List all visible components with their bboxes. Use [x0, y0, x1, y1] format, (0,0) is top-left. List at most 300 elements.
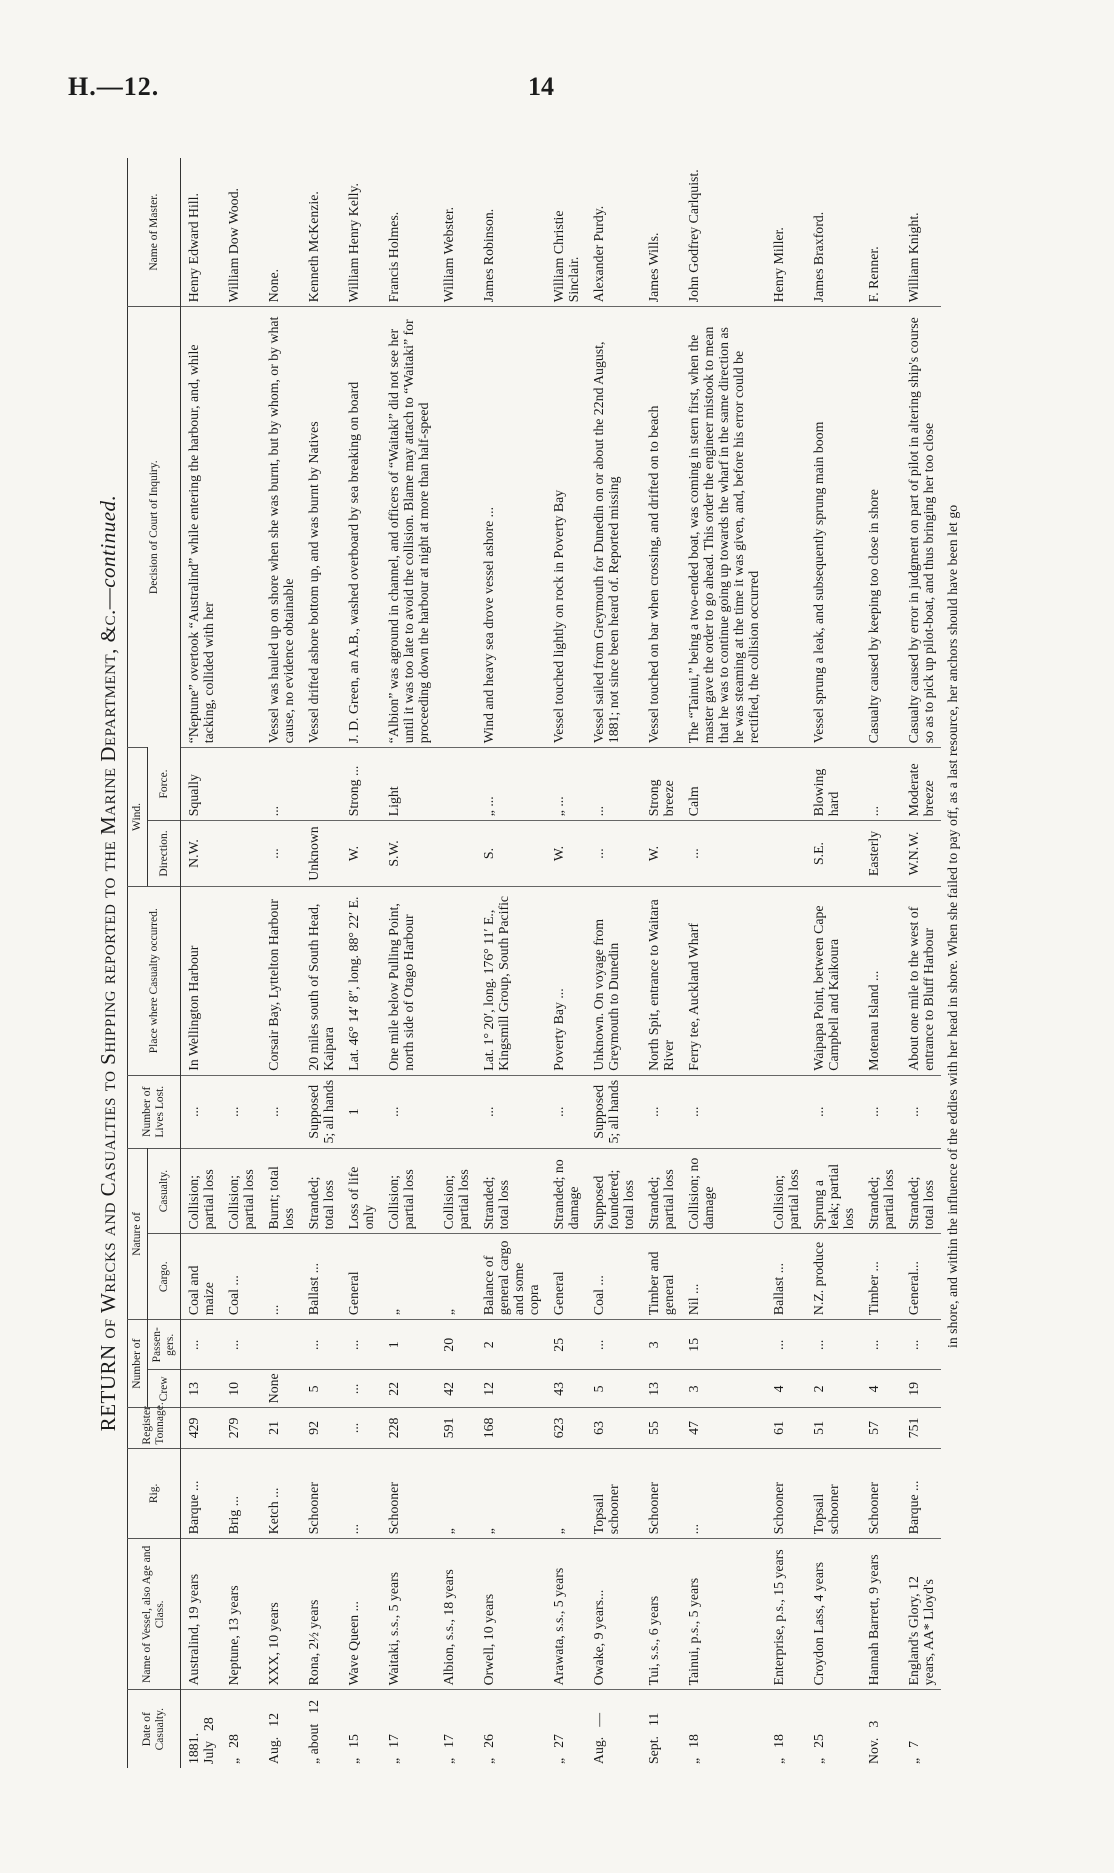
cell-force: [221, 748, 261, 821]
cell-place: Poverty Bay ...: [546, 886, 586, 1075]
cell-decision: Vessel was hauled up on shore when she was burnt, but by whom, or by what cause, no evidence obtainable: [261, 307, 301, 748]
cell-direction: W.: [341, 821, 381, 887]
cell-cargo: „: [381, 1234, 436, 1320]
cell-rig: ...: [341, 1448, 381, 1539]
cell-direction: Unknown: [301, 821, 341, 887]
cell-decision: Vessel touched lightly on rock in Poverty Bay: [546, 307, 586, 748]
cell-lives: ...: [681, 1075, 766, 1148]
cell-lives: ...: [861, 1075, 901, 1148]
cell-place: 20 miles south of South Head, Kaipara: [301, 886, 341, 1075]
cell-month: Nov.: [866, 1737, 881, 1764]
cell-vessel: Croydon Lass, 4 years: [806, 1539, 861, 1690]
cell-crew: 3: [681, 1370, 766, 1408]
cell-tonnage: 429: [181, 1408, 222, 1448]
cell-rig: Schooner: [641, 1448, 681, 1539]
cell-master: James Braxford.: [811, 211, 826, 303]
cell-date: [546, 1690, 586, 1768]
cell-master: F. Renner.: [866, 246, 881, 303]
cell-day: 28: [226, 1734, 241, 1748]
cell-passengers: ...: [861, 1320, 901, 1370]
cell-passengers: ...: [301, 1320, 341, 1370]
cell-casualty: Collision; partial loss: [436, 1148, 476, 1234]
cell-force: Calm: [681, 748, 766, 821]
cell-tonnage: 51: [806, 1408, 861, 1448]
cell-crew: 10: [221, 1370, 261, 1408]
cell-decision: Wind and heavy sea drove vessel ashore ...: [476, 307, 546, 748]
col-casualty: Casualty.: [148, 1148, 181, 1234]
cell-rig: Barque ...: [181, 1448, 222, 1539]
cell-crew: ...: [341, 1370, 381, 1408]
cell-force: [436, 748, 476, 821]
cell-direction: ...: [261, 821, 301, 887]
cell-master: None.: [266, 268, 281, 303]
cell-cargo: Balance of general cargo and some copra: [476, 1234, 546, 1320]
col-crew: Crew: [148, 1370, 181, 1408]
cell-cargo: Nil ...: [681, 1234, 766, 1320]
cell-cargo: Coal ...: [221, 1234, 261, 1320]
cell-day: 12: [266, 1712, 281, 1727]
year-label: 1881.: [186, 1732, 201, 1764]
page-number: 14: [528, 72, 554, 101]
table-row: [436, 158, 476, 1768]
table-body: [181, 158, 942, 1768]
cell-lives: ...: [181, 1075, 222, 1148]
cell-lives: ...: [261, 1075, 301, 1148]
cell-casualty: Stranded; total loss: [301, 1148, 341, 1234]
cell-month: „: [771, 1757, 786, 1764]
cell-lives: ...: [381, 1075, 436, 1148]
cell-casualty: Sprung a leak; partial loss: [806, 1148, 861, 1234]
col-direction: Direction.: [148, 821, 181, 887]
cell-place: Ferry tee, Auckland Wharf: [681, 886, 766, 1075]
cell-direction: W.N.W.: [901, 821, 941, 887]
table-row: [476, 158, 546, 1768]
table-row: [861, 158, 901, 1768]
cell-direction: [766, 821, 806, 887]
cell-force: [301, 748, 341, 821]
cell-place: [221, 886, 261, 1075]
cell-casualty: Collision; no damage: [681, 1148, 766, 1234]
cell-tonnage: 168: [476, 1408, 546, 1448]
cell-passengers: ...: [586, 1320, 641, 1370]
cell-crew: 4: [766, 1370, 806, 1408]
cell-force: Squally: [181, 748, 222, 821]
cell-direction: Easterly: [861, 821, 901, 887]
cell-tonnage: 591: [436, 1408, 476, 1448]
cell-date: [261, 1690, 301, 1768]
cell-decision: The “Tainui,” being a two-ended boat, was coming in stern first, when the master gave the order to go ahead. This order the engineer mistook to mean that he was to continue going up towards the wharf in the same direction as he was steaming at the time it was given, and, before his error could be rectified, the collision occurred: [681, 307, 766, 748]
cell-passengers: 1: [381, 1320, 436, 1370]
cell-lives: [436, 1075, 476, 1148]
cell-rig: „: [436, 1448, 476, 1539]
cell-master: William Christie Sinclair.: [551, 210, 581, 303]
cell-crew: 13: [181, 1370, 222, 1408]
col-lives-lost: Number of Lives Lost.: [128, 1075, 181, 1148]
cell-direction: ...: [586, 821, 641, 887]
cell-cargo: „: [436, 1234, 476, 1320]
cell-month: „: [226, 1757, 241, 1764]
cell-decision: Vessel touched on bar when crossing, and drifted on to beach: [641, 307, 681, 748]
cell-master: William Webster.: [441, 206, 456, 303]
table-row: [901, 158, 941, 1768]
cell-rig: Barque ...: [901, 1448, 941, 1539]
cell-direction: [221, 821, 261, 887]
cell-tonnage: 21: [261, 1408, 301, 1448]
cell-vessel: Tui, s.s., 6 years: [641, 1539, 681, 1690]
cell-master: Kenneth McKenzie.: [306, 191, 321, 303]
cell-vessel: Albion, s.s., 18 years: [436, 1539, 476, 1690]
cell-force: ...: [586, 748, 641, 821]
cell-direction: N.W.: [181, 821, 222, 887]
cell-rig: Schooner: [861, 1448, 901, 1539]
cell-casualty: Burnt; total loss: [261, 1148, 301, 1234]
cell-crew: 42: [436, 1370, 476, 1408]
cell-casualty: Stranded; total loss: [476, 1148, 546, 1234]
cell-cargo: Timber ...: [861, 1234, 901, 1320]
cell-month: „: [346, 1757, 361, 1764]
cell-lives: ...: [221, 1075, 261, 1148]
col-decision: Decision of Court of Inquiry.: [128, 307, 181, 748]
cell-rig: Brig ...: [221, 1448, 261, 1539]
col-wind: Wind.: [128, 748, 148, 887]
cell-place: [766, 886, 806, 1075]
col-tonnage: Register Tonnage.: [128, 1408, 181, 1448]
cell-passengers: 3: [641, 1320, 681, 1370]
cell-crew: 43: [546, 1370, 586, 1408]
cell-month: Aug.: [266, 1736, 281, 1764]
page-section-code: H.—12.: [68, 72, 160, 101]
cell-lives: 1: [341, 1075, 381, 1148]
table-row: [221, 158, 261, 1768]
cell-passengers: ...: [341, 1320, 381, 1370]
cell-tonnage: 92: [301, 1408, 341, 1448]
cell-casualty: Collision; partial loss: [381, 1148, 436, 1234]
cell-vessel: Rona, 2½ years: [301, 1539, 341, 1690]
table-row: [381, 158, 436, 1768]
cell-place: Unknown. On voyage from Greymouth to Dunedin: [586, 886, 641, 1075]
cell-decision: “Albion” was aground in channel, and officers of “Waitaki” did not see her until it was too late to avoid the collision. Blame may attach to “Waitaki” for proceeding down the harbour at night at more than half-speed: [381, 307, 436, 748]
cell-force: Light: [381, 748, 436, 821]
cell-month: Aug.: [591, 1736, 606, 1764]
cell-casualty: Stranded; partial loss: [861, 1148, 901, 1234]
cell-decision: Casualty caused by error in judgment on part of pilot in altering ship's course so as to pick up pilot-boat, and thus bringing her too close: [901, 307, 941, 748]
cell-casualty: Loss of life only: [341, 1148, 381, 1234]
col-number-of: Number of: [128, 1320, 148, 1408]
cell-date: [436, 1690, 476, 1768]
col-vessel: Name of Vessel, also Age and Class.: [128, 1539, 181, 1690]
cell-vessel: Australind, 19 years: [181, 1539, 222, 1690]
cell-day: 25: [811, 1734, 826, 1748]
cell-casualty: Stranded; no damage: [546, 1148, 586, 1234]
cell-tonnage: 63: [586, 1408, 641, 1448]
cell-vessel: Tainui, p.s., 5 years: [681, 1539, 766, 1690]
table-row: [681, 158, 766, 1768]
cell-date: [806, 1690, 861, 1768]
cell-day: 17: [441, 1734, 456, 1748]
cell-passengers: ...: [901, 1320, 941, 1370]
table-row: [641, 158, 681, 1768]
cell-rig: Topsail schooner: [806, 1448, 861, 1539]
cell-force: ...: [861, 748, 901, 821]
cell-passengers: 25: [546, 1320, 586, 1370]
cell-casualty: Supposed foundered; total loss: [586, 1148, 641, 1234]
cell-crew: 5: [301, 1370, 341, 1408]
cell-cargo: ...: [261, 1234, 301, 1320]
cell-day: 17: [386, 1734, 401, 1748]
cell-force: „ ...: [546, 748, 586, 821]
cell-master: Alexander Purdy.: [591, 205, 606, 303]
cell-month: July: [201, 1741, 216, 1764]
cell-passengers: ...: [221, 1320, 261, 1370]
cell-casualty: Stranded; total loss: [901, 1148, 941, 1234]
cell-vessel: Hannah Barrett, 9 years: [861, 1539, 901, 1690]
cell-decision: J. D. Green, an A.B., washed overboard by sea breaking on board: [341, 307, 381, 748]
cell-force: Moderate breeze: [901, 748, 941, 821]
cell-day: 11: [646, 1712, 661, 1727]
cell-cargo: Coal and maize: [181, 1234, 222, 1320]
table-row: [181, 158, 222, 1768]
cell-date: [766, 1690, 806, 1768]
cell-vessel: XXX, 10 years: [261, 1539, 301, 1690]
cell-lives: Supposed 5; all hands: [301, 1075, 341, 1148]
cell-force: „ ...: [476, 748, 546, 821]
cell-cargo: Ballast ...: [766, 1234, 806, 1320]
cell-lives: ...: [641, 1075, 681, 1148]
cell-lives: ...: [806, 1075, 861, 1148]
cell-direction: [436, 821, 476, 887]
cell-rig: Schooner: [766, 1448, 806, 1539]
cell-tonnage: 61: [766, 1408, 806, 1448]
cell-force: Strong breeze: [641, 748, 681, 821]
cell-date: [301, 1690, 341, 1768]
cell-month: „: [906, 1757, 921, 1764]
cell-cargo: N.Z. produce: [806, 1234, 861, 1320]
cell-month: Sept.: [646, 1736, 661, 1764]
cell-day: 18: [686, 1734, 701, 1748]
cell-direction: W.: [546, 821, 586, 887]
cell-tonnage: ...: [341, 1408, 381, 1448]
cell-crew: 4: [861, 1370, 901, 1408]
rotated-table-area: [95, 158, 1010, 1768]
table-row: [301, 158, 341, 1768]
cell-month: „ about: [306, 1723, 321, 1764]
cell-day: 18: [771, 1734, 786, 1748]
cell-decision: Vessel drifted ashore bottom up, and was burnt by Natives: [301, 307, 341, 748]
cell-day: 28: [201, 1717, 216, 1731]
cell-crew: None: [261, 1370, 301, 1408]
cell-vessel: England's Glory, 12 years, AA* Lloyd's: [901, 1539, 941, 1690]
cell-rig: Ketch ...: [261, 1448, 301, 1539]
table-row: [806, 158, 861, 1768]
cell-passengers: ...: [181, 1320, 222, 1370]
cell-vessel: Owake, 9 years...: [586, 1539, 641, 1690]
cell-casualty: Collision; partial loss: [766, 1148, 806, 1234]
cell-place: Lat. 46° 14′ 8″, long. 88° 22′ E.: [341, 886, 381, 1075]
cell-day: 7: [906, 1740, 921, 1748]
cell-decision: “Neptune” overtook “Australind” while entering the harbour, and, while tacking, collided with her: [181, 307, 222, 748]
cell-force: Strong ...: [341, 748, 381, 821]
cell-tonnage: 55: [641, 1408, 681, 1448]
cell-date: [586, 1690, 641, 1768]
cell-master: William Knight.: [906, 212, 921, 303]
cell-place: One mile below Pulling Point, north side of Otago Harbour: [381, 886, 436, 1075]
cell-day: —: [591, 1712, 606, 1727]
cell-master: James Wills.: [646, 232, 661, 303]
cell-month: „: [386, 1757, 401, 1764]
cell-casualty: Stranded; partial loss: [641, 1148, 681, 1234]
title-continued: continued.: [96, 494, 120, 588]
table-row: [586, 158, 641, 1768]
cell-crew: 13: [641, 1370, 681, 1408]
col-rig: Rig.: [128, 1448, 181, 1539]
cell-passengers: 2: [476, 1320, 546, 1370]
cell-cargo: General...: [901, 1234, 941, 1320]
cell-force: ...: [261, 748, 301, 821]
cell-force: [766, 748, 806, 821]
cell-rig: „: [476, 1448, 546, 1539]
cell-date: [901, 1690, 941, 1768]
title-main: of Wrecks and Casualties to Shipping reported to the Marine Department, &c.—: [96, 587, 120, 1339]
cell-place: Lat. 1° 20′, long. 176° 11′ E., Kingsmill Group, South Pacific: [476, 886, 546, 1075]
table-row: [341, 158, 381, 1768]
cell-day: 27: [551, 1734, 566, 1748]
cell-decision: Vessel sprung a leak, and subsequently sprung main boom: [806, 307, 861, 748]
cell-direction: S.E.: [806, 821, 861, 887]
cell-place: In Wellington Harbour: [181, 886, 222, 1075]
cell-casualty: Collision; partial loss: [221, 1148, 261, 1234]
cell-month: „: [811, 1757, 826, 1764]
cell-direction: W.: [641, 821, 681, 887]
cell-master: John Godfrey Carlquist.: [686, 169, 701, 303]
cell-place: North Spit, entrance to Waitara River: [641, 886, 681, 1075]
cell-rig: „: [546, 1448, 586, 1539]
cell-date: [861, 1690, 901, 1768]
cell-lives: [766, 1075, 806, 1148]
cell-lives: ...: [546, 1075, 586, 1148]
col-place: Place where Casualty occurred.: [128, 886, 181, 1075]
cell-place: [436, 886, 476, 1075]
cell-cargo: Timber and general: [641, 1234, 681, 1320]
cell-passengers: [261, 1320, 301, 1370]
col-nature-of: Nature of: [128, 1148, 148, 1319]
cell-tonnage: 228: [381, 1408, 436, 1448]
cell-crew: 5: [586, 1370, 641, 1408]
cell-day: 26: [481, 1734, 496, 1748]
cell-vessel: Neptune, 13 years: [221, 1539, 261, 1690]
cell-tonnage: 751: [901, 1408, 941, 1448]
table-row: [766, 158, 806, 1768]
cell-passengers: 20: [436, 1320, 476, 1370]
cell-date: [341, 1690, 381, 1768]
cell-cargo: General: [341, 1234, 381, 1320]
cell-vessel: Orwell, 10 years: [476, 1539, 546, 1690]
cell-date: [381, 1690, 436, 1768]
table-title: [95, 158, 121, 1768]
cell-crew: 22: [381, 1370, 436, 1408]
cell-day: 15: [346, 1734, 361, 1748]
title-lead: RETURN: [96, 1344, 120, 1432]
wrecks-table: [127, 158, 962, 1768]
cell-month: „: [551, 1757, 566, 1764]
cell-passengers: ...: [766, 1320, 806, 1370]
cell-rig: Schooner: [301, 1448, 341, 1539]
cell-tonnage: 279: [221, 1408, 261, 1448]
col-date: Date of Casualty.: [128, 1690, 181, 1768]
cell-crew: 2: [806, 1370, 861, 1408]
col-master: Name of Master.: [128, 158, 181, 307]
col-cargo: Cargo.: [148, 1234, 181, 1320]
cell-master: James Robinson.: [481, 208, 496, 303]
cell-passengers: ...: [806, 1320, 861, 1370]
cell-tonnage: 47: [681, 1408, 766, 1448]
cell-date: [641, 1690, 681, 1768]
cell-master: Henry Edward Hill.: [186, 193, 201, 303]
cell-rig: Topsail schooner: [586, 1448, 641, 1539]
cell-decision: Vessel sailed from Greymouth for Dunedin on or about the 22nd August, 1881; not since been heard of. Reported missing: [586, 307, 641, 748]
cell-month: „: [441, 1757, 456, 1764]
cell-rig: Schooner: [381, 1448, 436, 1539]
cell-direction: S.W.: [381, 821, 436, 887]
footnote: in shore, and within the influence of the eddies with her head in shore. When she failed to pay off, as a last resource, her anchors should have been let go: [945, 504, 960, 1348]
cell-crew: 19: [901, 1370, 941, 1408]
cell-master: William Henry Kelly.: [346, 183, 361, 303]
cell-day: 12: [306, 1699, 321, 1714]
table-row: [261, 158, 301, 1768]
cell-vessel: Wave Queen ...: [341, 1539, 381, 1690]
cell-tonnage: 623: [546, 1408, 586, 1448]
cell-tonnage: 57: [861, 1408, 901, 1448]
cell-lives: ...: [901, 1075, 941, 1148]
cell-passengers: 15: [681, 1320, 766, 1370]
cell-master: Francis Holmes.: [386, 211, 401, 303]
cell-master: William Dow Wood.: [226, 188, 241, 303]
cell-lives: Supposed 5; all hands: [586, 1075, 641, 1148]
cell-month: „: [686, 1757, 701, 1764]
cell-casualty: Collision; partial loss: [181, 1148, 222, 1234]
cell-day: 3: [866, 1720, 881, 1728]
cell-date: [181, 1690, 222, 1768]
cell-lives: ...: [476, 1075, 546, 1148]
cell-force: Blowing hard: [806, 748, 861, 821]
cell-date: [221, 1690, 261, 1768]
cell-month: „: [481, 1757, 496, 1764]
cell-decision: [436, 307, 476, 748]
cell-vessel: Waitaki, s.s., 5 years: [381, 1539, 436, 1690]
cell-decision: [221, 307, 261, 748]
cell-date: [681, 1690, 766, 1768]
cell-decision: [766, 307, 806, 748]
cell-place: Waipapa Point, between Cape Campbell and Kaikoura: [806, 886, 861, 1075]
cell-place: About one mile to the west of entrance to Bluff Harbour: [901, 886, 941, 1075]
col-force: Force.: [148, 748, 181, 821]
table-row: [546, 158, 586, 1768]
cell-rig: ...: [681, 1448, 766, 1539]
cell-cargo: Coal ...: [586, 1234, 641, 1320]
cell-master: Henry Miller.: [771, 227, 786, 303]
cell-crew: 12: [476, 1370, 546, 1408]
col-passengers: Passen-gers.: [148, 1320, 181, 1370]
cell-cargo: Ballast ...: [301, 1234, 341, 1320]
cell-decision: Casualty caused by keeping too close in shore: [861, 307, 901, 748]
cell-cargo: General: [546, 1234, 586, 1320]
cell-place: Motenau Island ...: [861, 886, 901, 1075]
cell-direction: ...: [681, 821, 766, 887]
cell-vessel: Arawata, s.s., 5 years: [546, 1539, 586, 1690]
cell-vessel: Enterprise, p.s., 15 years: [766, 1539, 806, 1690]
cell-place: Corsair Bay, Lyttelton Harbour: [261, 886, 301, 1075]
cell-direction: S.: [476, 821, 546, 887]
cell-date: [476, 1690, 546, 1768]
